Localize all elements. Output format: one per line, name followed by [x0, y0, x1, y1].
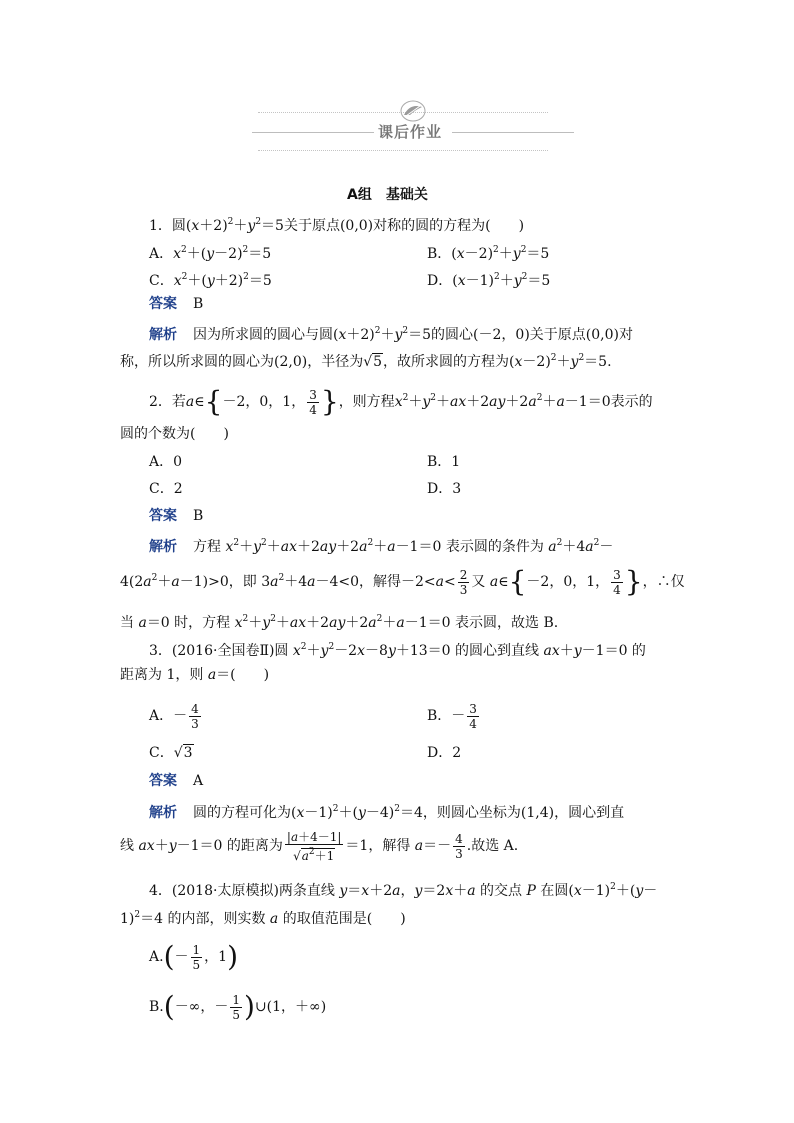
header-rule-left — [252, 132, 374, 133]
analysis-label: 解析 — [149, 805, 177, 821]
q2-stem-line2: 圆的个数为( ) — [120, 426, 229, 442]
q4-stem-line1: 4．(2018·太原模拟)两条直线 y＝x＋2a，y＝2x＋a 的交点 P 在圆$(x-1)^2+(y-$ — [149, 882, 658, 899]
q3-stem-line2: 距离为 1，则 a＝( ) — [120, 667, 270, 683]
q2-option-a: A．0 — [149, 454, 183, 470]
q3-answer — [149, 771, 203, 791]
header-title: 课后作业 — [378, 123, 443, 141]
q2-stem-line1: 2．若a∈{－2，0，1， $\frac{3}{4}$ }，则方程$x^2+y^2+ax+2ay+2a^2+a-1=0$表示的 — [149, 385, 653, 418]
q2-option-d: D．3 — [427, 481, 462, 497]
q1-stem: 1．圆$(x+2)^2+y^2=5$关于原点(0,0)对称的圆的方程为( ) — [149, 217, 525, 234]
q2-analysis-line2: $4(2a^2+a-1)>0$，即 $3a^2+4a-4<0$，解得－2<a< $\frac{2}{3}$ 又 a∈{－2，0，1， $\frac{3}{4}$ }，∴仅 — [120, 565, 685, 598]
analysis-label: 解析 — [149, 539, 177, 555]
answer-value: A — [193, 773, 204, 789]
q2-analysis-line3: 当 a＝0 时，方程 $x^2+y^2+ax+2ay+2a^2+a-1=0$ 表示圆，故选 B. — [120, 614, 559, 631]
q3-analysis-line1: 解析 圆的方程可化为$(x-1)^2+(y-4)^2=4$，则圆心坐标为(1,4)，圆心到直 — [149, 804, 625, 821]
section-title: A组 基础关 — [347, 187, 428, 203]
q1-analysis-line1: 解析 因为所求圆的圆心与圆$(x+2)^2+y^2=5$的圆心(－2，0)关于原点(0,0)对 — [149, 326, 633, 343]
q4-stem-line2: 1)$^2$＝4 的内部，则实数 a 的取值范围是( ) — [120, 910, 406, 927]
q3-option-a: A．－ $\frac{4}{3}$ — [149, 701, 199, 731]
analysis-label: 解析 — [149, 327, 177, 343]
q1-option-c: C．$x^2+(y+2)^2=5$ — [149, 272, 272, 289]
header-rule-right — [452, 132, 574, 133]
q2-option-c: C．2 — [149, 481, 183, 497]
answer-label: 答案 — [149, 296, 177, 312]
q2-option-b: B．1 — [427, 454, 461, 470]
q3-option-d: D．2 — [427, 745, 462, 761]
q3-option-b: B．－ $\frac{3}{4}$ — [427, 701, 477, 731]
q4-option-a: A.(－ $\frac{1}{5}$ ，1) — [149, 940, 238, 973]
q1-answer — [149, 294, 203, 314]
answer-value: B — [193, 296, 204, 312]
q3-option-c: C．√3 — [149, 745, 193, 761]
q3-stem-line1: 3．(2016·全国卷Ⅱ)圆 $x^2+y^2-2x-8y+13=0$ 的圆心到直线 ax＋y－1＝0 的 — [149, 642, 646, 659]
q2-answer — [149, 506, 203, 526]
q3-analysis-line2: 线 ax＋y－1＝0 的距离为 $\frac{|a+4-1|}{√a^2+1}$ ＝1，解得 a＝－ $\frac{4}{3}$ .故选 A. — [120, 829, 519, 863]
leaf-emblem-icon — [398, 98, 428, 124]
q1-option-b: B．$(x-2)^2+y^2=5$ — [427, 245, 550, 262]
answer-label: 答案 — [149, 773, 177, 789]
q2-analysis-line1: 解析 方程 $x^2+y^2+ax+2ay+2a^2+a-1=0$ 表示圆的条件为 $a^2+4a^2-$ — [149, 538, 614, 555]
answer-label: 答案 — [149, 508, 177, 524]
answer-value: B — [193, 508, 204, 524]
q1-option-a: A．$x^2+(y-2)^2=5$ — [149, 245, 272, 262]
header-dotted-line-bottom — [258, 150, 548, 151]
q1-analysis-line2: 称，所以所求圆的圆心为(2,0)，半径为√5，故所求圆的方程为$(x-2)^2+y^2=5$. — [120, 353, 612, 370]
q1-option-d: D．$(x-1)^2+y^2=5$ — [427, 272, 551, 289]
q4-option-b: B.(－∞，－ $\frac{1}{5}$ )∪(1，＋∞) — [149, 990, 327, 1023]
